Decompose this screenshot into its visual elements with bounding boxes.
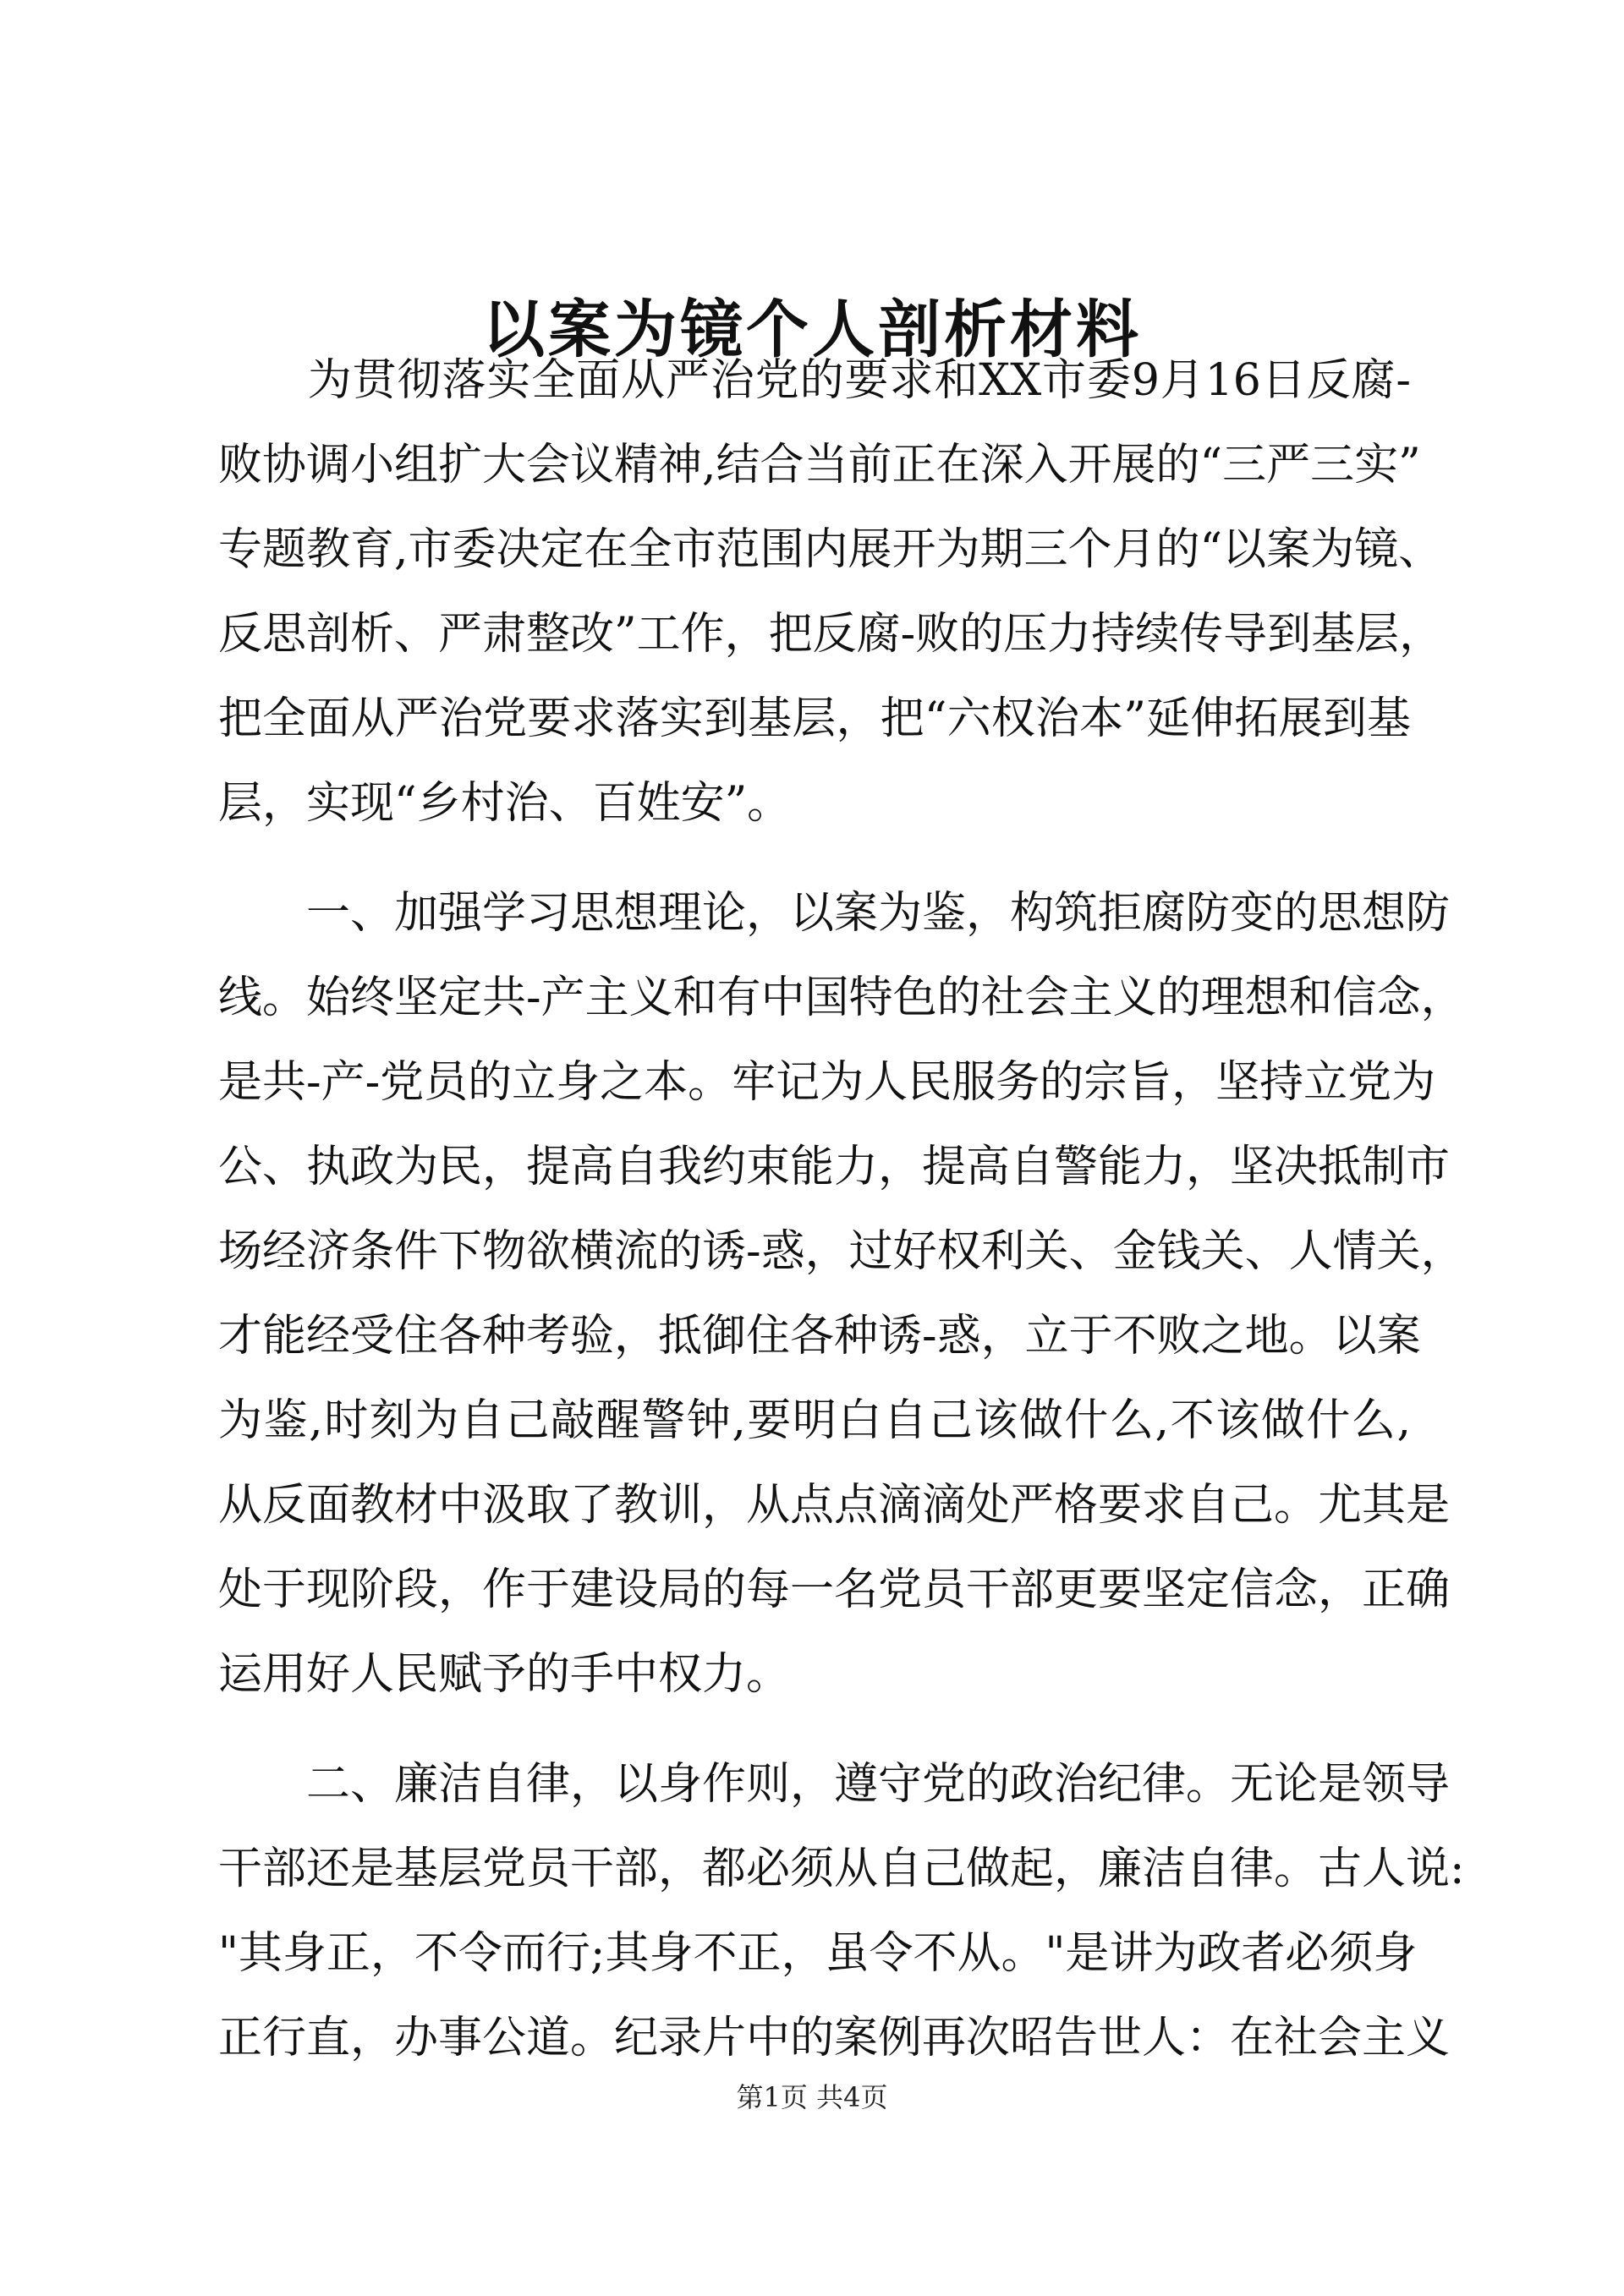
paragraph-line: 处于现阶段，作于建设局的每一名党员干部更要坚定信念，正确: [218, 1564, 1451, 1615]
paragraph-line: 反思剖析、严肃整改”工作，把反腐-败的压力持续传导到基层，: [218, 609, 1444, 660]
document-title: 以案为镜个人剖析材料: [482, 293, 1142, 366]
paragraph-line: 正行直，办事公道。纪录片中的案例再次昭告世人：在社会主义: [218, 2013, 1451, 2063]
paragraph-line: 专题教育,市委决定在全市范围内展开为期三个月的“以案为镜、: [218, 524, 1443, 575]
paragraph-gap: [218, 1717, 1411, 1742]
paragraph-line: 运用好人民赋予的手中权力。: [218, 1649, 791, 1700]
document-body: [218, 338, 1465, 2080]
paragraph-line: 线。始终坚定共-产主义和有中国特色的社会主义的理想和信念，: [218, 973, 1465, 1023]
paragraph-line: 把全面从严治党要求落实到基层，把“六权治本”延伸拓展到基: [218, 693, 1411, 744]
paragraph: [218, 338, 1444, 846]
paragraph-line: 干部还是基层党员干部，都必须从自己做起，廉洁自律。古人说:: [218, 1844, 1465, 1894]
paragraph-gap: [218, 846, 1411, 871]
paragraph-line: "其身正，不令而行;其身不正，虽令不从。"是讲为政者必须身: [218, 1928, 1418, 1979]
paragraph-line: 二、廉洁自律，以身作则，遵守党的政治纪律。无论是领导: [218, 1759, 1451, 1810]
paragraph-line: 才能经受住各种考验，抵御住各种诱-惑，立于不败之地。以案: [218, 1311, 1421, 1362]
paragraph-line: 为贯彻落实全面从严治党的要求和XX市委9月16日反腐-: [218, 355, 1411, 406]
paragraph: [218, 1742, 1465, 2080]
paragraph-line: 是共-产-党员的立身之本。牢记为人民服务的宗旨，坚持立党为: [218, 1057, 1436, 1108]
paragraph-line: 公、执政为民，提高自我约束能力，提高自警能力，坚决抵制市: [218, 1142, 1451, 1192]
paragraph: [218, 871, 1465, 1717]
paragraph-line: 败协调小组扩大会议精神,结合当前正在深入开展的“三严三实”: [218, 440, 1421, 490]
paragraph-line: 从反面教材中汲取了教训，从点点滴滴处严格要求自己。尤其是: [218, 1480, 1451, 1531]
page-footer: 第1页 共4页: [736, 2081, 888, 2113]
paragraph-line: 为鉴,时刻为自己敲醒警钟,要明白自己该做什么,不该做什么,: [218, 1395, 1411, 1446]
paragraph-line: 场经济条件下物欲横流的诱-惑，过好权利关、金钱关、人情关，: [218, 1226, 1465, 1277]
paragraph-line: 一、加强学习思想理论，以案为鉴，构筑拒腐防变的思想防: [218, 888, 1451, 939]
paragraph-line: 层，实现“乡村治、百姓安”。: [218, 778, 792, 829]
